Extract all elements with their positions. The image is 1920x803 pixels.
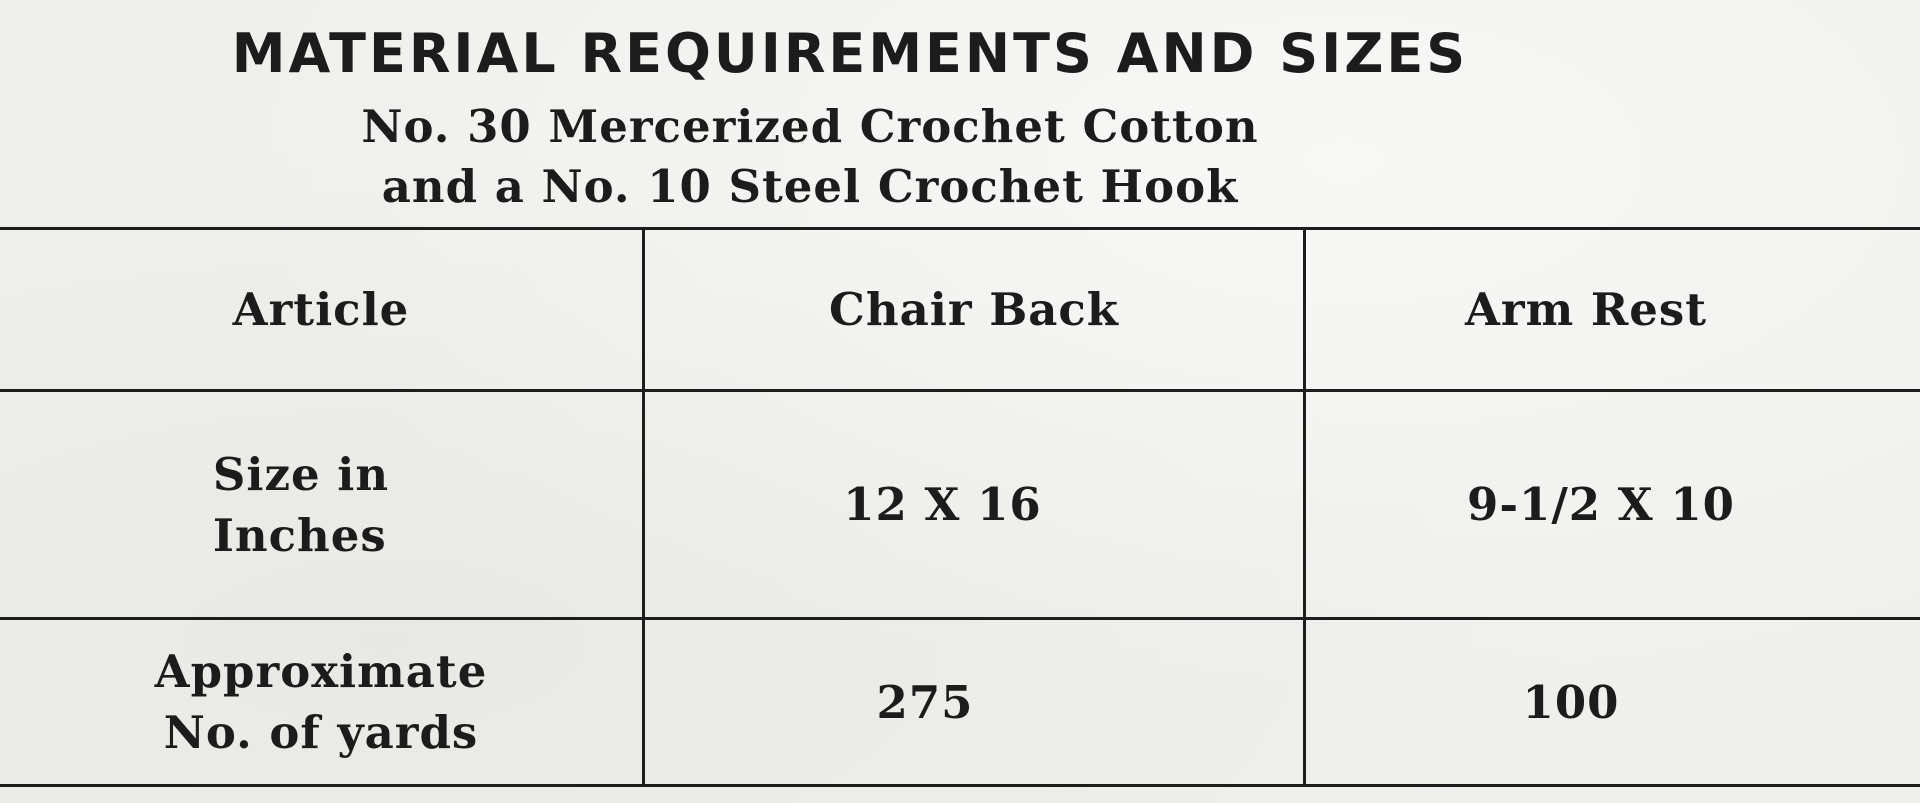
row-label-line-2: Inches bbox=[212, 508, 387, 562]
subtitle-line-2: and a No. 10 Steel Crochet Hook bbox=[381, 160, 1239, 213]
table-row-label bbox=[0, 392, 642, 617]
table-cell bbox=[1306, 392, 1896, 617]
size-arm-rest: 9-1/2 X 10 bbox=[1467, 478, 1735, 531]
table-header-cell bbox=[1306, 230, 1866, 389]
table-row-label bbox=[0, 620, 642, 784]
table-header-cell bbox=[0, 230, 642, 389]
yards-chair-back: 275 bbox=[876, 675, 974, 729]
row-label-line-1: Approximate bbox=[154, 645, 488, 698]
table-bottom-border bbox=[0, 784, 1920, 787]
subtitle-line-1: No. 30 Mercerized Crochet Cotton bbox=[361, 100, 1259, 153]
row-label-line-2: No. of yards bbox=[163, 706, 479, 759]
table-header-cell bbox=[645, 230, 1303, 389]
table-cell bbox=[645, 392, 1240, 617]
yards-arm-rest: 100 bbox=[1522, 675, 1620, 729]
column-header-article: Article bbox=[232, 283, 410, 336]
page-title: MATERIAL REQUIREMENTS AND SIZES bbox=[231, 22, 1469, 85]
size-chair-back: 12 X 16 bbox=[843, 478, 1042, 531]
table-cell bbox=[645, 620, 1205, 784]
column-header-chair-back: Chair Back bbox=[829, 283, 1119, 336]
table-cell bbox=[1306, 620, 1836, 784]
row-label-line-1: Size in bbox=[212, 447, 390, 501]
column-header-arm-rest: Arm Rest bbox=[1464, 283, 1708, 336]
